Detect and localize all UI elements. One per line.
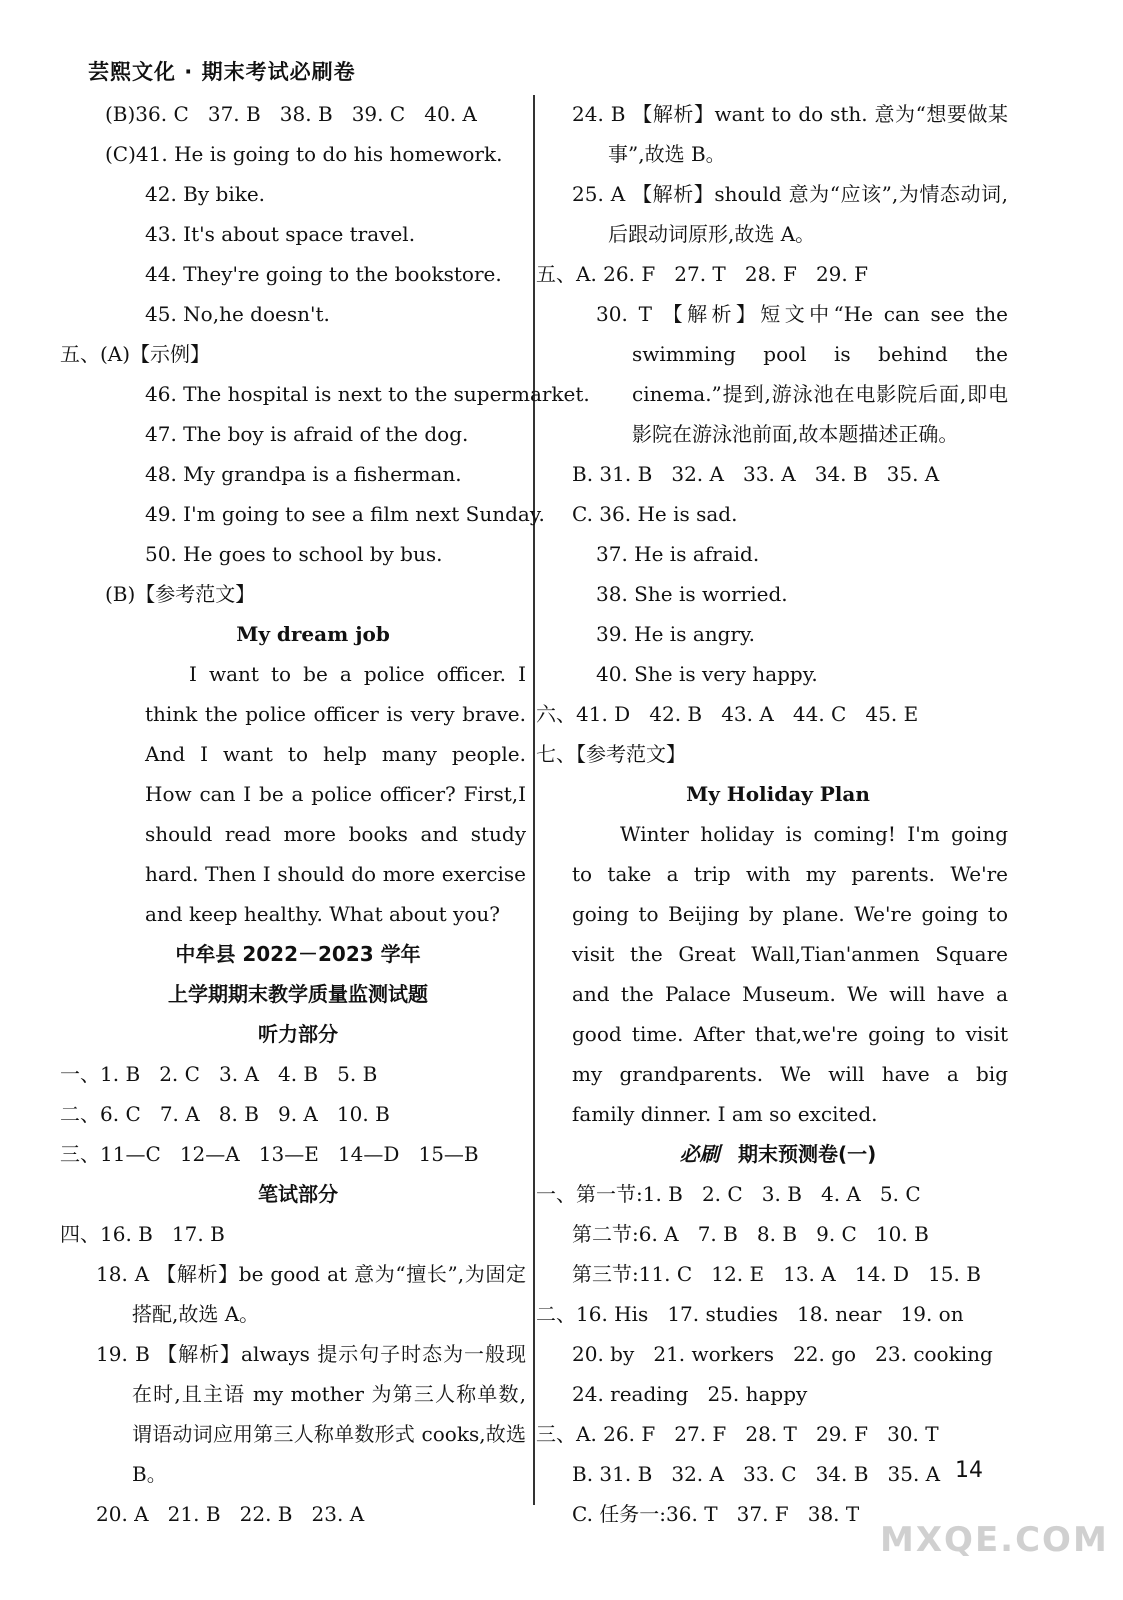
answer-line: 第二节:6. A 7. B 8. B 9. C 10. B	[572, 1222, 929, 1246]
answer-line: 第三节:11. C 12. E 13. A 14. D 15. B	[572, 1262, 981, 1286]
answer-line: 二、6. C 7. A 8. B 9. A 10. B	[60, 1102, 390, 1126]
answer-line: C. 任务一:36. T 37. F 38. T	[572, 1502, 860, 1526]
page-number: 14	[955, 1458, 983, 1483]
answer-line: 三、A. 26. F 27. F 28. T 29. F 30. T	[536, 1422, 939, 1446]
answer-line: 20. A 21. B 22. B 23. A	[96, 1502, 365, 1526]
answer-line: 49. I'm going to see a film next Sunday.	[145, 502, 545, 526]
answer-line: 44. They're going to the bookstore.	[145, 262, 502, 286]
explanation: 19. B 【解析】always 提示句子时态为一般现在时,且主语 my mother 为第三人称单数,谓语动词应用第三人称单数形式 cooks,故选 B。	[96, 1342, 526, 1486]
exam-title-line1: 中牟县 2022－2023 学年	[175, 942, 421, 966]
answer-line: 24. reading 25. happy	[572, 1382, 808, 1406]
answer-line: 38. She is worried.	[596, 582, 788, 606]
answer-line: 42. By bike.	[145, 182, 266, 206]
answer-line: 40. She is very happy.	[596, 662, 818, 686]
answer-line: 一、1. B 2. C 3. A 4. B 5. B	[60, 1062, 378, 1086]
explanation: 24. B 【解析】want to do sth. 意为“想要做某事”,故选 B。	[572, 102, 1008, 166]
test-title-text: 期末预测卷(一)	[738, 1142, 877, 1166]
answer-line: C. 36. He is sad.	[572, 502, 738, 526]
answer-line: 43. It's about space travel.	[145, 222, 416, 246]
watermark-logo: MXQE.COM	[880, 1520, 1109, 1560]
section-label: 五、(A)【示例】	[60, 342, 211, 366]
answer-line: 45. No,he doesn't.	[145, 302, 330, 326]
answer-line: 四、16. B 17. B	[60, 1222, 225, 1246]
test-title	[548, 1134, 1008, 1174]
answer-line: 三、11—C 12—A 13—E 14—D 15—B	[60, 1142, 479, 1166]
essay-paragraph: I want to be a police officer. I think the police officer is very brave. And I want to help many people. How can I be a police officer? First,I should read more books and study hard. Then I should do more exercise and keep healthy. What about you?	[145, 662, 526, 926]
answer-line: 47. The boy is afraid of the dog.	[145, 422, 469, 446]
writing-heading: 笔试部分	[258, 1182, 338, 1206]
explanation: 25. A 【解析】should 意为“应该”,为情态动词,后跟动词原形,故选 A。	[572, 182, 1008, 246]
answer-line: 37. He is afraid.	[596, 542, 760, 566]
listening-heading: 听力部分	[258, 1022, 338, 1046]
test-title-prefix: 必刷	[679, 1142, 720, 1166]
answer-line: B. 31. B 32. A 33. C 34. B 35. A	[572, 1462, 941, 1486]
left-column	[60, 94, 590, 1534]
essay-paragraph: Winter holiday is coming! I'm going to take a trip with my parents. We're going to Beijing by plane. We're going to visit the Great Wall,Tian'anmen Square and the Palace Museum. We will have a good time. After that,we're going to visit my grandparents. We will have a big family dinner. I am so excited.	[572, 822, 1008, 1126]
explanation: 18. A 【解析】be good at 意为“擅长”,为固定搭配,故选 A。	[96, 1262, 526, 1326]
answer-line: 20. by 21. workers 22. go 23. cooking	[572, 1342, 993, 1366]
explanation: 30. T 【解析】短文中“He can see the swimming pool is behind the cinema.”提到,游泳池在电影院后面,即电影院在游泳池前面,故本题描述正确。	[596, 302, 1008, 446]
book-header: 芸熙文化 · 期末考试必刷卷	[88, 60, 356, 84]
answer-line: 39. He is angry.	[596, 622, 755, 646]
section-label: (B)【参考范文】	[105, 582, 256, 606]
answer-line: 46. The hospital is next to the supermarket.	[145, 382, 590, 406]
answer-line: 六、41. D 42. B 43. A 44. C 45. E	[536, 702, 919, 726]
essay-title: My dream job	[236, 622, 390, 646]
right-column	[536, 94, 1008, 1534]
answer-line: 48. My grandpa is a fisherman.	[145, 462, 462, 486]
answer-line: 五、A. 26. F 27. T 28. F 29. F	[536, 262, 869, 286]
column-divider	[533, 95, 535, 1505]
answer-line: (B)36. C 37. B 38. B 39. C 40. A	[105, 102, 477, 126]
answer-line: 50. He goes to school by bus.	[145, 542, 443, 566]
answer-line: 一、第一节:1. B 2. C 3. B 4. A 5. C	[536, 1182, 921, 1206]
answer-line: (C)41. He is going to do his homework.	[105, 142, 503, 166]
answer-line: 二、16. His 17. studies 18. near 19. on	[536, 1302, 964, 1326]
exam-title-line2: 上学期期末教学质量监测试题	[168, 982, 428, 1006]
section-label: 七、【参考范文】	[536, 742, 686, 766]
answer-line: B. 31. B 32. A 33. A 34. B 35. A	[572, 462, 940, 486]
essay-title: My Holiday Plan	[686, 782, 870, 806]
